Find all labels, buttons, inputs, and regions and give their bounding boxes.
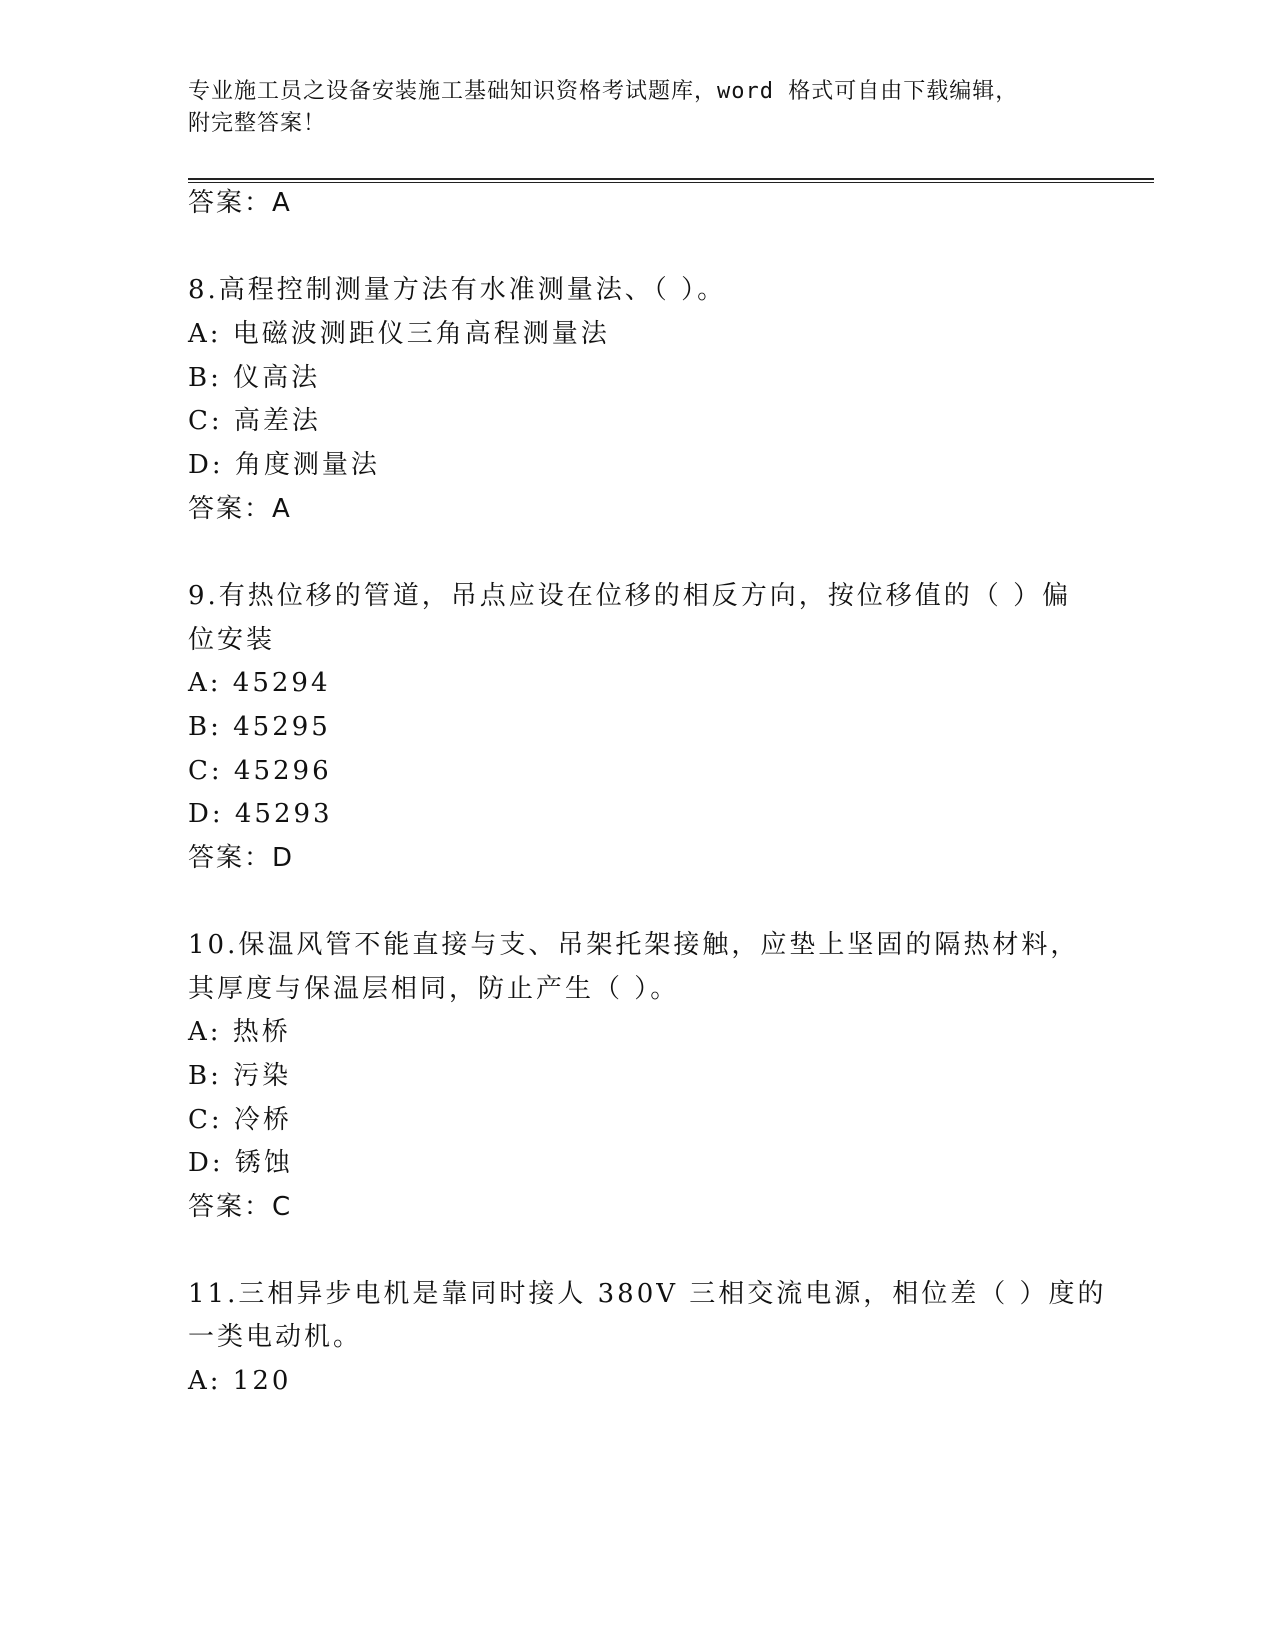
question-10-stem-line-1: 10.保温风管不能直接与支、吊架托架接触，应垫上坚固的隔热材料， xyxy=(188,930,1080,960)
question-9-stem-line-1: 9.有热位移的管道，吊点应设在位移的相反方向，按位移值的（ ）偏 xyxy=(188,581,1072,611)
question-8-option-c: C: 高差法 xyxy=(188,406,321,436)
question-11-stem-line-2: 一类电动机。 xyxy=(188,1322,363,1352)
question-11-option-a: A: 120 xyxy=(188,1366,292,1396)
header-line-2: 附完整答案！ xyxy=(188,111,327,136)
question-10-answer: 答案：C xyxy=(188,1192,293,1222)
header-line-1: 专业施工员之设备安装施工基础知识资格考试题库，word 格式可自由下载编辑， xyxy=(188,79,1019,104)
question-9-option-c: C: 45296 xyxy=(188,756,332,786)
question-9-option-a: A: 45294 xyxy=(188,668,331,698)
question-8-option-d: D: 角度测量法 xyxy=(188,450,380,480)
question-8-option-b: B: 仪高法 xyxy=(188,363,321,393)
previous-answer: 答案：A xyxy=(188,188,292,218)
header-divider xyxy=(188,178,1154,183)
question-10-option-a: A: 热桥 xyxy=(188,1017,291,1047)
question-8-stem: 8.高程控制测量方法有水准测量法、（ ）。 xyxy=(188,275,727,305)
document-header xyxy=(188,76,1088,140)
question-10-option-b: B: 污染 xyxy=(188,1061,292,1091)
question-10-stem-line-2: 其厚度与保温层相同，防止产生（ ）。 xyxy=(188,974,680,1004)
question-9-option-b: B: 45295 xyxy=(188,712,331,742)
question-10-option-d: D: 锈蚀 xyxy=(188,1148,293,1178)
question-11-stem-line-1: 11.三相异步电机是靠同时接人 380V 三相交流电源，相位差（ ）度的 xyxy=(188,1279,1107,1309)
question-9-stem-line-2: 位安装 xyxy=(188,625,276,655)
question-9-answer: 答案：D xyxy=(188,843,295,873)
question-8-option-a: A: 电磁波测距仪三角高程测量法 xyxy=(188,319,610,349)
question-8-answer: 答案：A xyxy=(188,494,292,524)
question-10-option-c: C: 冷桥 xyxy=(188,1105,292,1135)
question-9-option-d: D: 45293 xyxy=(188,799,333,829)
